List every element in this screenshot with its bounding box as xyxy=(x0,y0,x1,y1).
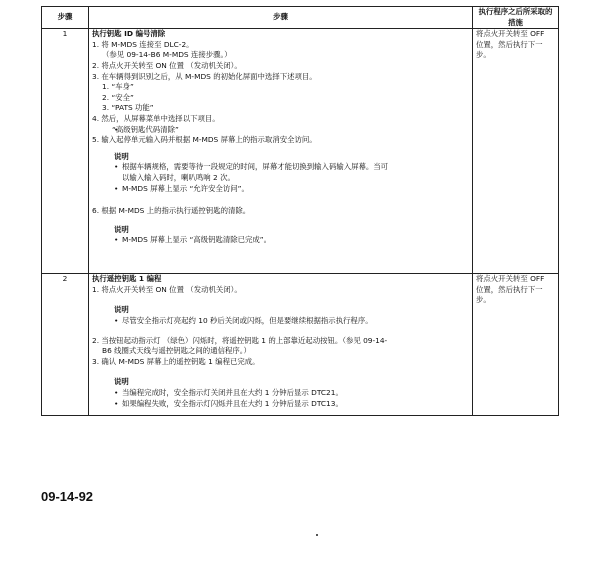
step-line: 2. 将点火开关转至 ON 位置 （发动机关闭）。 xyxy=(92,60,242,70)
header-step-number: 步骤 xyxy=(42,7,89,29)
note-text: 尽管安全指示灯亮起约 10 秒后关闭或闪烁，但是要继续根据指示执行程序。 xyxy=(122,315,373,325)
header-action: 执行程序之后所采取的措施 xyxy=(473,7,559,29)
step-line: 2. “安全” xyxy=(102,92,134,102)
step-line: 1. “车身” xyxy=(102,82,134,92)
note-text: M-MDS 屏幕上显示 “允许安全访问”。 xyxy=(122,183,249,193)
note-text: • 根据车辆规格，需要等待一段规定的时间，屏幕才能切换到输入码输入屏幕。当可 xyxy=(122,162,389,172)
note-bullet xyxy=(92,235,469,246)
note-bullet xyxy=(92,162,469,183)
procedure-table xyxy=(41,6,559,416)
action-text: 将点火开关转至 OFF xyxy=(476,29,545,39)
step-content xyxy=(89,29,473,274)
step-line: 3. 确认 M-MDS 屏幕上的遥控钥匙 1 编程已完成。 xyxy=(92,356,260,366)
page-speck xyxy=(316,534,318,536)
note-bullet xyxy=(92,184,469,195)
header-step: 步骤 xyxy=(89,7,473,29)
step-line: 1. 将 M-MDS 连接至 DLC-2。 xyxy=(92,39,194,49)
action-cell xyxy=(473,274,559,416)
note-title: 说明 xyxy=(114,305,129,315)
step-title: 执行钥匙 ID 编号清除 xyxy=(92,29,166,39)
step-content xyxy=(89,274,473,416)
note-bullet xyxy=(92,388,469,399)
step-number: 1 xyxy=(42,29,89,274)
step-title: 执行遥控钥匙 1 编程 xyxy=(92,274,162,284)
step-number: 2 xyxy=(42,274,89,416)
note-title: 说明 xyxy=(114,224,129,234)
page-number: 09-14-92 xyxy=(41,489,94,504)
action-text: 位置，然后执行下一 xyxy=(476,39,543,49)
step-line: 6. 根据 M-MDS 上的指示执行遥控钥匙的清除。 xyxy=(92,206,251,216)
step-line: 3. “PATS 功能” xyxy=(102,103,154,113)
note-text: M-MDS 屏幕上显示 “高级钥匙清除已完成”。 xyxy=(122,235,272,245)
action-text: 位置，然后执行下一 xyxy=(476,284,543,294)
action-text: 将点火开关转至 OFF xyxy=(476,274,545,284)
step-line: （参见 09-14-B6 M-MDS 连接步骤。） xyxy=(102,50,232,60)
table-header-row xyxy=(42,7,559,29)
note-text: 以输入输入码时，喇叭鸣响 2 次。 xyxy=(122,172,235,182)
step-line: 5. 输入起停单元输入码并根据 M-MDS 屏幕上的指示取消安全访问。 xyxy=(92,135,317,145)
step-line xyxy=(92,125,469,136)
table-row-step-1 xyxy=(42,29,559,274)
note-text: 如果编程失败，安全指示灯闪烁并且在大约 1 分钟后显示 DTC13。 xyxy=(122,398,343,408)
note-bullet xyxy=(92,399,469,410)
step-line: 1. 将点火开关转至 ON 位置 （发动机关闭）。 xyxy=(92,284,242,294)
table-row-step-2 xyxy=(42,274,559,416)
step-line: 2. 当按钮起动指示灯 （绿色）闪烁时，将遥控钥匙 1 的上部靠近起动按钮。（参见 09-14- xyxy=(92,335,388,345)
action-text: 步。 xyxy=(476,50,491,60)
note-bullet xyxy=(92,316,469,327)
step-line: B6 线圈式天线与遥控钥匙之间的通信程序。） xyxy=(102,346,251,356)
menu-item-text: “高级钥匙代码清除” xyxy=(112,124,179,134)
action-cell xyxy=(473,29,559,274)
note-title: 说明 xyxy=(114,377,129,387)
note-text: 当编程完成时，安全指示灯关闭并且在大约 1 分钟后显示 DTC21。 xyxy=(122,387,343,397)
note-title: 说明 xyxy=(114,151,129,161)
step-line: 4. 然后，从屏幕菜单中选择以下项目。 xyxy=(92,113,220,123)
step-line: 3. 在车辆得到识别之后，从 M-MDS 的初始化屏面中选择下述项目。 xyxy=(92,71,317,81)
action-text: 步。 xyxy=(476,295,491,305)
